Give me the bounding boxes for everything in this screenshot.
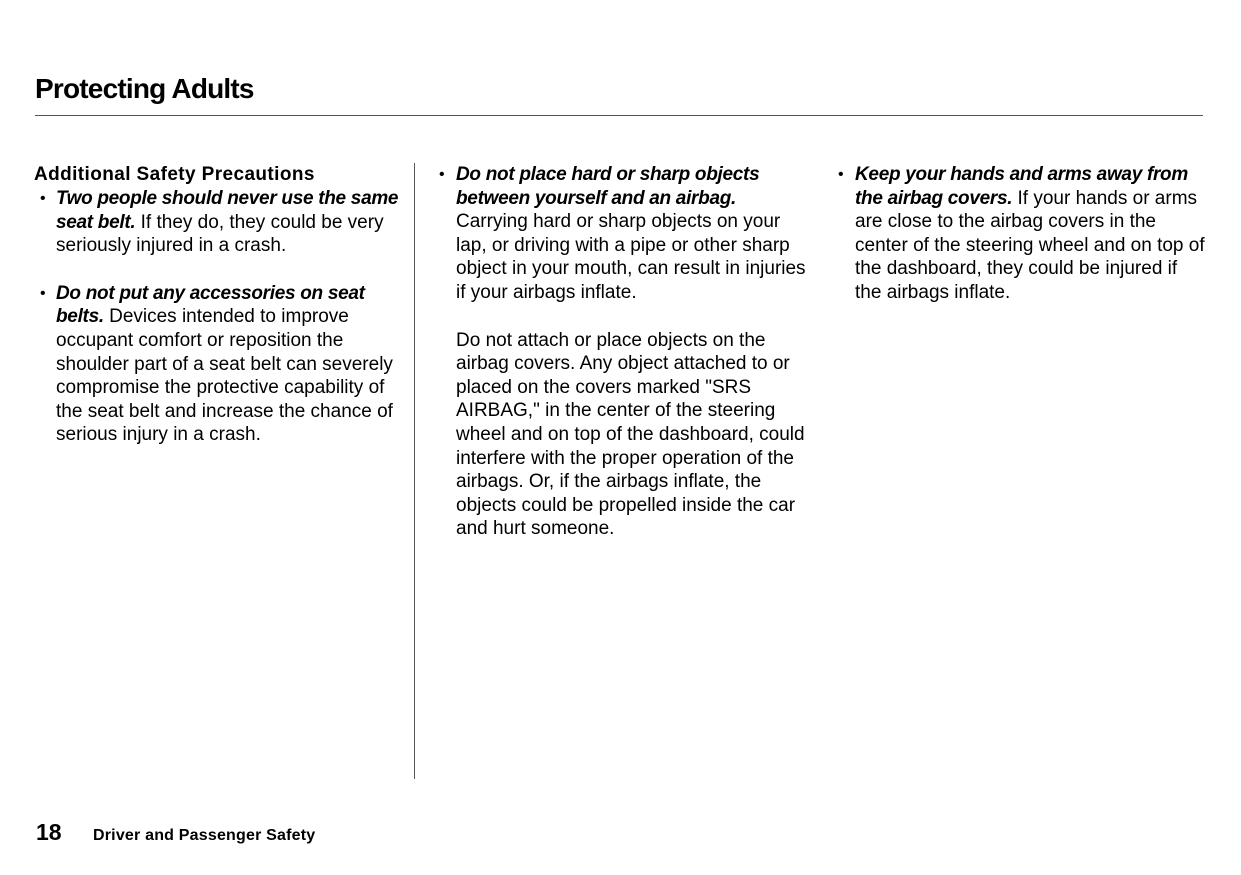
precaution-hard-objects bbox=[437, 163, 809, 305]
title-divider bbox=[35, 115, 1203, 116]
column-2 bbox=[437, 163, 809, 541]
page-number: 18 bbox=[36, 819, 62, 845]
precaution-lead: Keep your hands and arms away from the airbag covers. bbox=[855, 164, 1188, 209]
column-divider bbox=[414, 163, 415, 779]
column-3 bbox=[836, 163, 1208, 305]
bullet-icon: • bbox=[439, 166, 445, 183]
precaution-seat-belt-sharing bbox=[34, 187, 406, 258]
airbag-cover-paragraph: Do not attach or place objects on the airbag covers. Any object attached to or placed on the covers marked "SRS AIRBAG," in the center of the steering wheel and on top of the dashboard, could interfere with the proper operation of the airbags. Or, if the airbags inflate, the objects could be propelled inside the car and hurt someone. bbox=[456, 329, 805, 540]
footer-section-title: Driver and Passenger Safety bbox=[93, 827, 316, 844]
precaution-hands-arms bbox=[836, 163, 1208, 305]
precaution-lead: Two people should never use the same seat belt. bbox=[56, 188, 399, 233]
column-1 bbox=[34, 163, 406, 447]
page-title: Protecting Adults bbox=[35, 73, 254, 104]
precaution-text: If they do, they could be very seriously injured in a crash. bbox=[56, 211, 384, 257]
precaution-seat-belt-accessories bbox=[34, 282, 406, 447]
precaution-text: Devices intended to improve occupant comfort or reposition the shoulder part of a seat belt can severely compromise the protective capability of the seat belt and increase the chance of serious injury in a crash. bbox=[56, 306, 393, 446]
precaution-lead: Do not put any accessories on seat belts. bbox=[56, 282, 365, 328]
precaution-lead: Do not place hard or sharp objects between yourself and an airbag. bbox=[456, 164, 760, 209]
bullet-icon: • bbox=[40, 284, 46, 302]
bullet-icon: • bbox=[40, 190, 46, 207]
section-heading: Additional Safety Precautions bbox=[34, 164, 315, 185]
bullet-icon: • bbox=[838, 166, 844, 183]
precaution-text: If your hands or arms are close to the airbag covers in the center of the steering wheel and on top of the dashboard, they could be injured if the airbags inflate. bbox=[855, 187, 1205, 303]
precaution-text: Carrying hard or sharp objects on your lap, or driving with a pipe or other sharp object in your mouth, can result in injuries if your airbags inflate. bbox=[456, 211, 806, 303]
